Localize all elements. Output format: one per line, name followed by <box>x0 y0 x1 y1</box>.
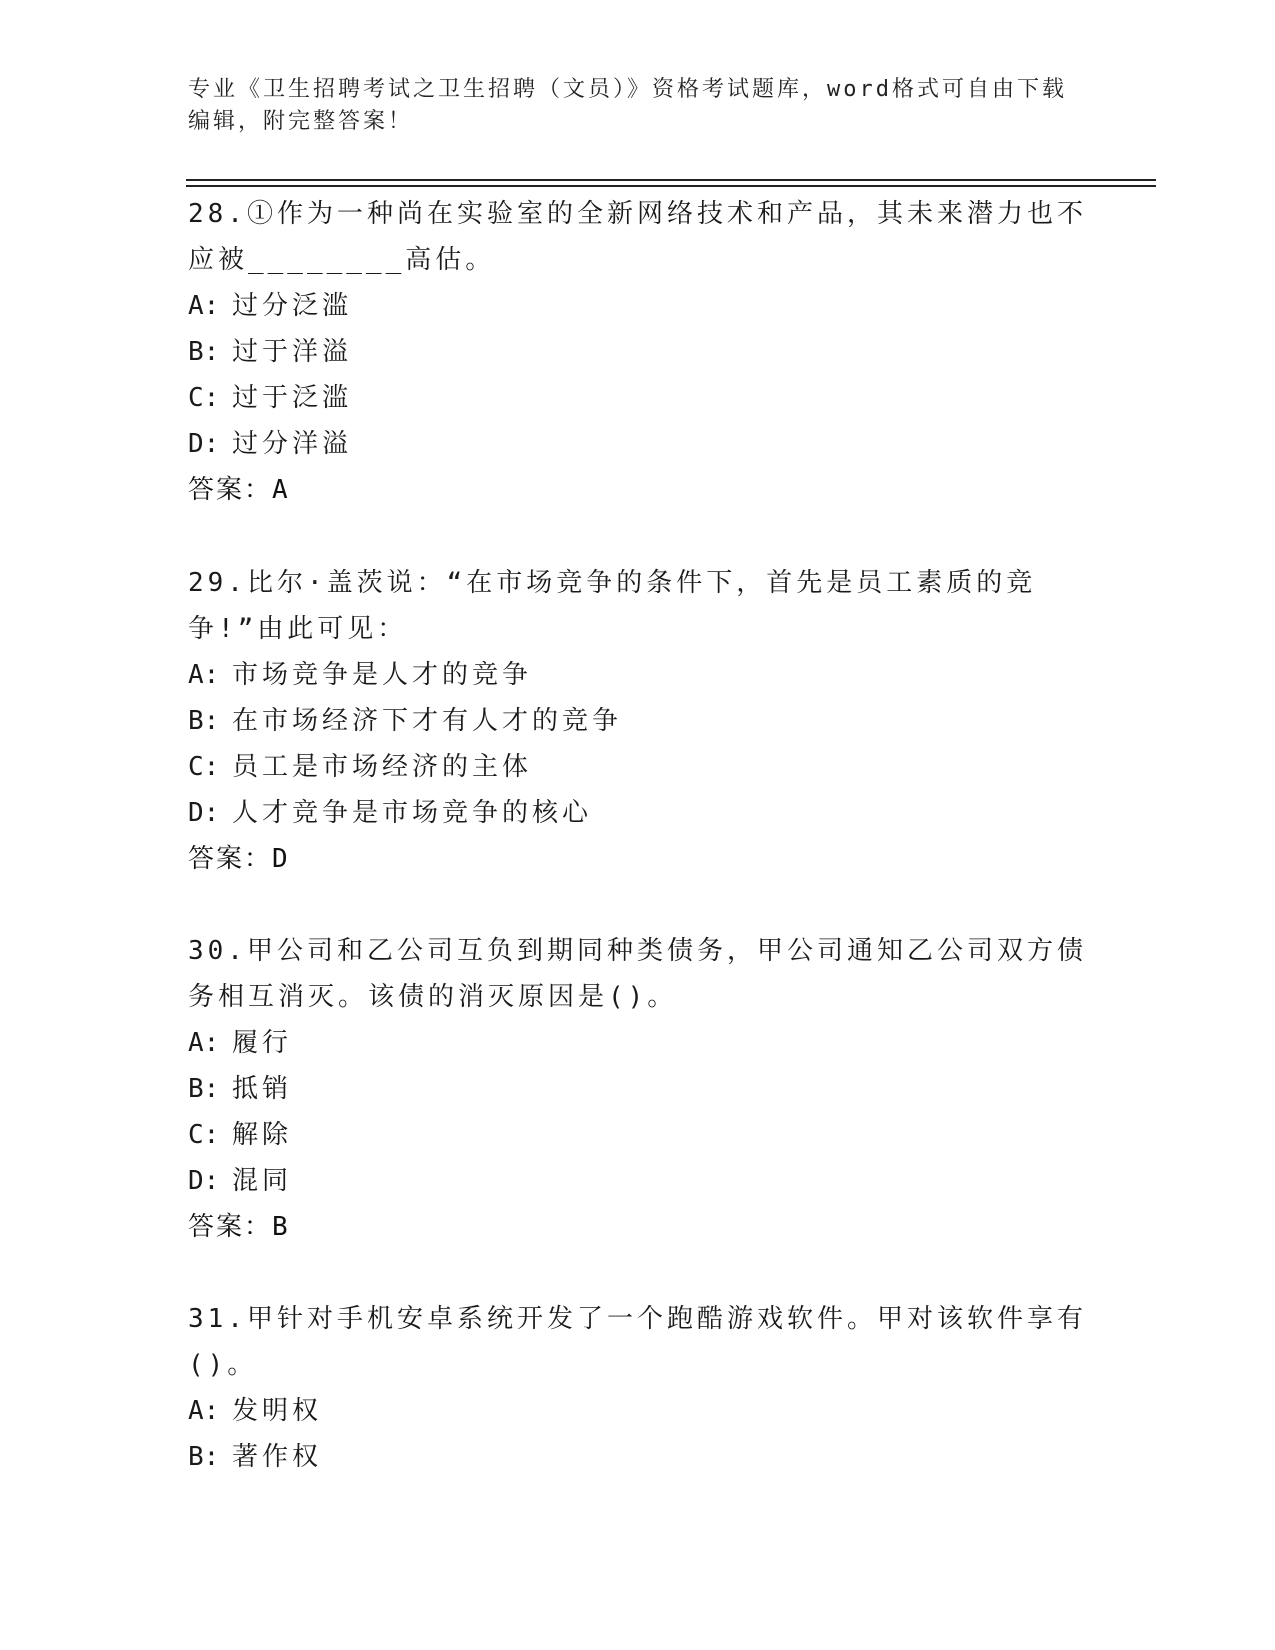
question-30 <box>188 928 1088 1250</box>
option-b <box>188 698 1088 744</box>
option-text: 过于泛滥 <box>232 383 353 413</box>
option-text: 员工是市场经济的主体 <box>232 752 533 782</box>
option-letter: C: <box>188 1120 220 1150</box>
option-a <box>188 1020 1088 1066</box>
question-stem: 31.甲针对手机安卓系统开发了一个跑酷游戏软件。甲对该软件享有()。 <box>188 1304 1087 1380</box>
option-b <box>188 1434 1088 1480</box>
answer-line <box>188 1204 1088 1250</box>
option-letter: C: <box>188 752 220 782</box>
option-letter: A: <box>188 1396 220 1426</box>
option-text: 解除 <box>232 1120 293 1150</box>
header-divider-bottom <box>186 185 1156 187</box>
option-c <box>188 1112 1088 1158</box>
option-c <box>188 375 1088 421</box>
option-letter: B: <box>188 1074 220 1104</box>
option-text: 履行 <box>232 1028 293 1058</box>
option-letter: C: <box>188 383 220 413</box>
option-letter: B: <box>188 706 220 736</box>
option-letter: A: <box>188 291 220 321</box>
option-letter: B: <box>188 1442 220 1472</box>
option-text: 市场竞争是人才的竞争 <box>232 660 533 690</box>
answer-value: A <box>272 475 288 505</box>
option-d <box>188 421 1088 467</box>
question-31 <box>188 1296 1088 1480</box>
option-letter: D: <box>188 798 220 828</box>
question-stem: 30.甲公司和乙公司互负到期同种类债务，甲公司通知乙公司双方债务相互消灭。该债的消灭原因是()。 <box>188 936 1087 1012</box>
header-divider-top <box>186 179 1156 181</box>
option-c <box>188 744 1088 790</box>
answer-value: D <box>272 844 288 874</box>
option-text: 在市场经济下才有人才的竞争 <box>232 706 623 736</box>
option-a <box>188 283 1088 329</box>
answer-value: B <box>272 1212 288 1242</box>
option-text: 过分洋溢 <box>232 429 353 459</box>
option-a <box>188 1388 1088 1434</box>
option-letter: A: <box>188 1028 220 1058</box>
question-stem: 28.①作为一种尚在实验室的全新网络技术和产品，其未来潜力也不应被________高估。 <box>188 199 1087 275</box>
answer-label: 答案： <box>188 844 273 874</box>
option-text: 过分泛滥 <box>232 291 353 321</box>
option-a <box>188 652 1088 698</box>
option-text: 过于洋溢 <box>232 337 353 367</box>
option-text: 著作权 <box>232 1442 323 1472</box>
question-29 <box>188 560 1088 882</box>
option-b <box>188 329 1088 375</box>
answer-line <box>188 467 1088 513</box>
document-intro: 专业《卫生招聘考试之卫生招聘（文员）》资格考试题库，word格式可自由下载编辑，附完整答案！ <box>188 77 1067 134</box>
option-text: 人才竞争是市场竞争的核心 <box>232 798 593 828</box>
option-text: 抵销 <box>232 1074 293 1104</box>
answer-line <box>188 836 1088 882</box>
option-letter: D: <box>188 429 220 459</box>
option-text: 混同 <box>232 1166 293 1196</box>
option-d <box>188 1158 1088 1204</box>
option-d <box>188 790 1088 836</box>
answer-label: 答案： <box>188 475 273 505</box>
option-b <box>188 1066 1088 1112</box>
option-letter: B: <box>188 337 220 367</box>
option-letter: A: <box>188 660 220 690</box>
question-stem: 29.比尔·盖茨说：“在市场竞争的条件下，首先是员工素质的竞争!”由此可见： <box>188 568 1037 644</box>
question-28 <box>188 191 1088 513</box>
option-letter: D: <box>188 1166 220 1196</box>
answer-label: 答案： <box>188 1212 273 1242</box>
option-text: 发明权 <box>232 1396 323 1426</box>
